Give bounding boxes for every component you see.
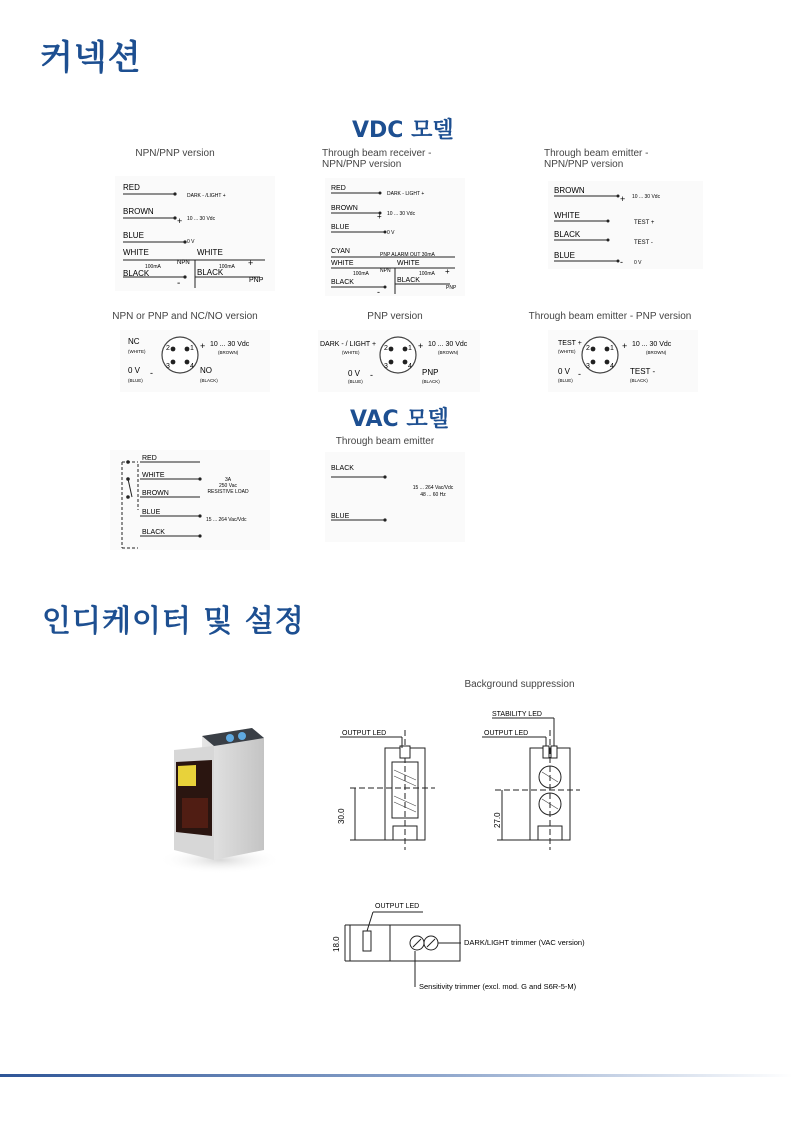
label-blue: BLUE [331, 224, 350, 231]
label-brown: BROWN [331, 205, 358, 212]
label-blue: BLUE [123, 231, 144, 240]
label-0v: 0 V [128, 366, 141, 375]
label-dark-light-trimmer: DARK/LIGHT trimmer (VAC version) [464, 938, 585, 947]
label-red: RED [123, 183, 140, 192]
label-vdc-color: (BROWN) [218, 350, 239, 355]
label-black: BLACK [123, 269, 150, 278]
connector-diagram-test [548, 330, 698, 392]
label-dim-30: 30.0 [337, 808, 346, 824]
label-blue: BLUE [142, 509, 161, 516]
sensor-product-image [152, 720, 287, 880]
pin-4: 4 [610, 363, 614, 370]
subsection-title-vac: VAC 모델 [350, 407, 449, 432]
label-nc: NC [128, 337, 140, 346]
label-supply: 15 ... 264 Vac/Vdc [206, 517, 247, 523]
pin-2: 2 [384, 345, 388, 352]
pin-3: 3 [586, 363, 590, 370]
caption-receiver-line1: Through beam receiver - [322, 148, 432, 159]
label-dark-light: DARK - /LIGHT + [187, 193, 226, 199]
label-nc-color: (WHITE) [128, 349, 146, 354]
label-plus: + [200, 341, 206, 351]
pin-4: 4 [190, 363, 194, 370]
pin-4: 4 [408, 363, 412, 370]
label-dark-light-color: (WHITE) [342, 350, 360, 355]
label-black-2: BLACK [197, 268, 224, 277]
label-plus-2: + [248, 258, 254, 268]
label-test-plus: TEST + [558, 340, 582, 347]
label-red: RED [331, 185, 346, 192]
label-supply-2: 48 ... 60 Hz [420, 492, 446, 498]
label-npn: NPN [380, 268, 391, 274]
label-test-minus-color: (BLACK) [630, 378, 648, 383]
label-100ma-1: 100mA [353, 271, 369, 277]
label-vdc: 10 ... 30 Vdc [632, 194, 661, 200]
label-no-color: (BLACK) [200, 378, 218, 383]
label-0v-color: (BLUE) [128, 378, 143, 383]
pin-2: 2 [166, 345, 170, 352]
label-blue: BLUE [331, 513, 350, 520]
label-plus: + [418, 341, 424, 351]
caption-emitter-line2: NPN/PNP version [544, 159, 624, 170]
label-vdc-color: (BROWN) [646, 350, 667, 355]
label-plus-2: + [445, 267, 450, 276]
connector-diagram-pnp [318, 330, 480, 392]
label-vdc: 10 ... 30 Vdc [387, 211, 416, 217]
label-white-2: WHITE [397, 260, 420, 267]
label-sensitivity-trimmer: Sensitivity trimmer (excl. mod. G and S6R-5-M) [419, 982, 577, 991]
label-black: BLACK [142, 529, 165, 536]
label-test-plus-color: (WHITE) [558, 349, 576, 354]
label-black: BLACK [331, 279, 354, 286]
label-pnp: PNP [249, 277, 264, 284]
label-plus: + [622, 341, 628, 351]
label-stability-led: STABILITY LED [492, 711, 542, 718]
label-dim-27: 27.0 [493, 812, 502, 828]
label-brown: BROWN [142, 490, 169, 497]
caption-npn-or-pnp: NPN or PNP and NC/NO version [112, 311, 258, 322]
label-red: RED [142, 455, 157, 462]
label-vdc: 10 ... 30 Vdc [428, 341, 468, 348]
label-100ma-2: 100mA [219, 264, 235, 270]
label-vdc: 10 ... 30 Vdc [632, 341, 672, 348]
label-test-plus: TEST + [634, 220, 655, 226]
label-supply-1: 15 ... 264 Vac/Vdc [412, 485, 454, 491]
section-title-indicator: 인디케이터 및 설정 [42, 604, 305, 639]
label-output-led-3: OUTPUT LED [375, 903, 420, 910]
label-rating-3: RESISTIVE LOAD [207, 489, 249, 495]
label-test-minus: TEST - [630, 367, 656, 376]
label-white: WHITE [554, 211, 580, 220]
label-0v: 0 V [634, 260, 642, 266]
label-white-2: WHITE [197, 248, 223, 257]
vac-diagram-emitter [325, 452, 465, 542]
label-white: WHITE [142, 472, 165, 479]
label-output-led-1: OUTPUT LED [342, 730, 387, 737]
label-no: NO [200, 366, 212, 375]
label-alarm: PNP ALARM OUT 30mA [380, 252, 435, 258]
label-pnp-color: (BLACK) [422, 379, 440, 384]
wiring-diagram-receiver [325, 178, 465, 296]
caption-emitter [544, 148, 674, 170]
label-pnp: PNP [422, 368, 439, 377]
pin-1: 1 [610, 345, 614, 352]
label-black: BLACK [554, 230, 581, 239]
label-blue: BLUE [554, 251, 575, 260]
pin-2: 2 [586, 345, 590, 352]
caption-npn-pnp: NPN/PNP version [135, 148, 215, 159]
pin-3: 3 [384, 363, 388, 370]
label-minus: - [177, 278, 181, 289]
label-test-minus: TEST - [634, 240, 653, 246]
caption-receiver-line2: NPN/PNP version [322, 159, 402, 170]
label-brown: BROWN [554, 186, 585, 195]
wiring-diagram-emitter [548, 181, 703, 269]
label-0v-color: (BLUE) [558, 378, 573, 383]
label-minus: - [578, 369, 581, 379]
label-dark-light: DARK - / LIGHT + [320, 341, 377, 348]
vac-diagram-relay [110, 450, 270, 550]
label-output-led-2: OUTPUT LED [484, 730, 529, 737]
label-vdc: 10 ... 30 Vdc [187, 216, 216, 222]
footer-divider [0, 1074, 793, 1077]
label-plus: + [620, 194, 626, 204]
label-minus: - [150, 368, 153, 378]
label-rating-2: 250 Vac [219, 483, 237, 489]
label-0v-color: (BLUE) [348, 379, 363, 384]
pin-1: 1 [408, 345, 412, 352]
label-npn: NPN [177, 260, 190, 266]
dimension-drawing-side [325, 895, 625, 1000]
label-black-2: BLACK [397, 277, 420, 284]
label-minus: - [377, 287, 380, 296]
label-dark-light: DARK - LIGHT + [387, 191, 425, 197]
label-white: WHITE [123, 248, 149, 257]
caption-receiver [322, 148, 442, 170]
pin-1: 1 [190, 345, 194, 352]
label-100ma-1: 100mA [145, 264, 161, 270]
connector-diagram-nc-no [120, 330, 270, 392]
label-0v: 0 V [387, 230, 395, 236]
label-plus: + [377, 212, 382, 221]
label-minus: - [620, 257, 623, 267]
caption-bg-suppression: Background suppression [464, 679, 575, 690]
label-100ma-2: 100mA [419, 271, 435, 277]
label-dim-18: 18.0 [332, 936, 341, 952]
label-0v: 0 V [558, 367, 571, 376]
label-brown: BROWN [123, 207, 154, 216]
label-cyan: CYAN [331, 248, 350, 255]
caption-vac-emitter: Through beam emitter [335, 436, 435, 447]
label-white: WHITE [331, 260, 354, 267]
label-minus: - [370, 370, 373, 380]
label-plus: + [177, 216, 183, 226]
label-vdc-color: (BROWN) [438, 350, 459, 355]
caption-emitter-pnp: Through beam emitter - PNP version [528, 311, 692, 322]
label-vdc: 10 ... 30 Vdc [210, 341, 250, 348]
subsection-title-vdc: VDC 모델 [352, 118, 454, 143]
pin-3: 3 [166, 363, 170, 370]
label-0v: 0 V [348, 369, 361, 378]
wiring-diagram-npn-pnp [115, 176, 275, 291]
label-0v: 0 V [187, 239, 195, 245]
label-pnp: PNP [446, 285, 457, 291]
label-black: BLACK [331, 465, 354, 472]
caption-pnp-version: PNP version [367, 311, 423, 322]
caption-emitter-line1: Through beam emitter - [544, 148, 649, 159]
dimension-drawing-front [330, 700, 610, 860]
label-rating-1: 3A [224, 477, 232, 483]
section-title-connection: 커넥션 [40, 38, 142, 78]
